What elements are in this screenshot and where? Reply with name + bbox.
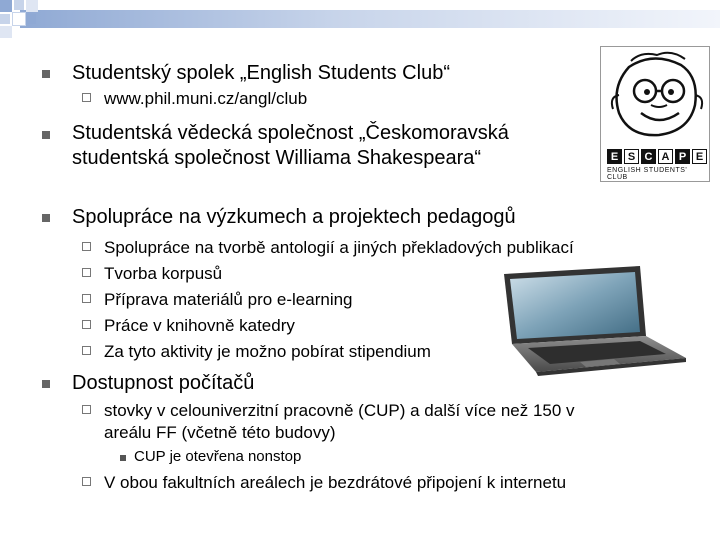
checkbox-bullet-icon <box>82 346 91 355</box>
bullet-square-icon <box>42 214 50 222</box>
checkbox-bullet-icon <box>82 405 91 414</box>
sub-item: Tvorba korpusů <box>104 264 223 283</box>
logo-letter: S <box>624 149 639 164</box>
sub-item: Práce v knihovně katedry <box>104 316 295 335</box>
sub-sub-item: CUP je otevřena nonstop <box>134 448 302 465</box>
header-decoration <box>0 0 720 40</box>
escape-letters <box>607 149 707 164</box>
logo-letter: C <box>641 149 656 164</box>
checkbox-bullet-icon <box>82 320 91 329</box>
logo-letter: A <box>658 149 673 164</box>
header-gradient-bar <box>20 10 720 28</box>
deco-square <box>12 12 26 26</box>
bullet-square-icon <box>42 380 50 388</box>
bullet-2-line-1: Studentská vědecká společnost „Českomoravská <box>72 122 509 144</box>
logo-letter: E <box>692 149 707 164</box>
sub-item: Příprava materiálů pro e-learning <box>104 290 353 309</box>
deco-square <box>14 0 24 10</box>
sub-item-line-2: areálu FF (včetně této budovy) <box>104 423 336 442</box>
deco-square <box>26 14 36 24</box>
checkbox-bullet-icon <box>82 477 91 486</box>
sub-item: V obou fakultních areálech je bezdrátové připojení k internetu <box>104 473 567 492</box>
deco-square <box>0 26 12 38</box>
escape-club-logo <box>600 46 710 182</box>
deco-square <box>0 0 12 12</box>
sub-item: Spolupráce na tvorbě antologií a jiných překladových publikací <box>104 238 574 257</box>
bullet-3-text: Spolupráce na výzkumech a projektech pedagogů <box>72 206 516 228</box>
bullet-2-line-2: studentská společnost Williama Shakespeara“ <box>72 147 482 169</box>
bullet-square-icon <box>42 131 50 139</box>
bullet-square-icon <box>42 70 50 78</box>
deco-square <box>0 14 10 24</box>
bullet-1-text: Studentský spolek „English Students Club“ <box>72 62 450 84</box>
club-url-link[interactable]: www.phil.muni.cz/angl/club <box>104 89 308 108</box>
checkbox-bullet-icon <box>82 93 91 102</box>
checkbox-bullet-icon <box>82 294 91 303</box>
sub-item: Za tyto aktivity je možno pobírat stipendium <box>104 342 431 361</box>
checkbox-bullet-icon <box>82 268 91 277</box>
logo-letter: E <box>607 149 622 164</box>
sub-item-line-1: stovky v celouniverzitní pracovně (CUP) a další více než 150 v <box>104 401 575 420</box>
checkbox-bullet-icon <box>82 242 91 251</box>
deco-square <box>26 0 38 12</box>
bullet-4-text: Dostupnost počítačů <box>72 372 255 394</box>
logo-subtitle: ENGLISH STUDENTS' CLUB <box>607 167 688 181</box>
logo-letter: P <box>675 149 690 164</box>
monkey-face-icon <box>601 47 709 145</box>
laptop-icon <box>490 266 690 376</box>
small-bullet-icon <box>120 455 126 461</box>
